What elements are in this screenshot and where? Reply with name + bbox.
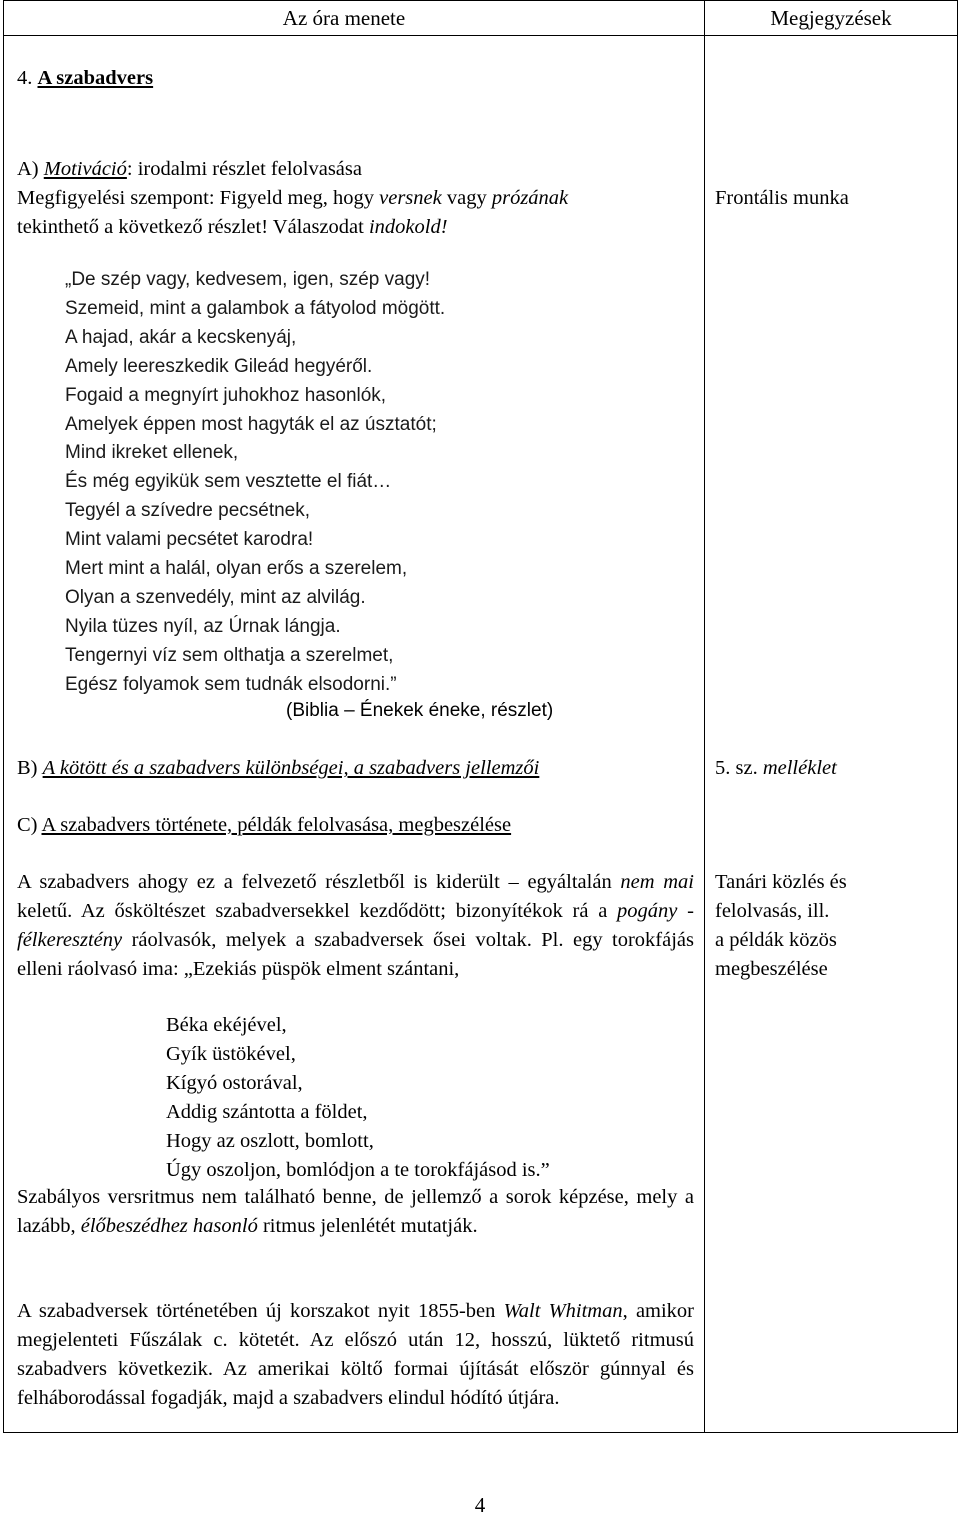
motivation-label: Motiváció: [43, 158, 127, 180]
part-a-line3: [17, 213, 448, 242]
note-teacher-line: Tanári közlés és: [715, 871, 847, 893]
poem-line: És még egyikük sem vesztette el fiát…: [65, 471, 392, 493]
page-number: 4: [474, 1493, 486, 1517]
note-frontal: Frontális munka: [715, 187, 849, 209]
poem-line: A hajad, akár a kecskenyáj,: [65, 326, 297, 348]
note-teacher-line: a példák közös: [715, 929, 837, 951]
word-vagy: vagy: [441, 187, 492, 209]
para2-elobeszed: élőbeszédhez hasonló: [80, 1215, 258, 1237]
poem-line: Olyan a szenvedély, mint az alvilág.: [65, 586, 366, 608]
part-c-heading: [17, 811, 511, 840]
header-left-cell: [4, 1, 705, 36]
para1-pogany: pogány - félkeresztény: [17, 900, 694, 951]
header-right-cell: [705, 1, 958, 36]
poem-line: Mind ikreket ellenek,: [65, 442, 239, 464]
section-title: [17, 64, 153, 93]
part-c-prefix: C): [17, 814, 42, 836]
word-versnek: versnek: [379, 187, 442, 209]
task-text: tekinthető a következő részlet! Válaszodat: [17, 216, 369, 238]
paragraph-rhythm: [17, 1183, 694, 1241]
part-b-heading: [17, 754, 539, 783]
lesson-flow-cell: [4, 36, 705, 1433]
poem-line: „De szép vagy, kedvesem, igen, szép vagy!: [65, 269, 431, 290]
para2-text1: Szabályos versritmus nem található benne, de jellemző a sorok képzése, mely a lazább,: [17, 1186, 694, 1237]
note-teacher-line: megbeszélése: [715, 958, 828, 980]
part-b-prefix: B): [17, 757, 43, 779]
paragraph-whitman: [17, 1297, 694, 1413]
poem-source: (Biblia – Énekek éneke, részlet): [286, 700, 554, 721]
part-a-prefix: A): [17, 158, 39, 180]
poem-line: Fogaid a megnyírt juhokhoz hasonlók,: [65, 384, 387, 406]
section-title-text: A szabadvers: [37, 67, 154, 89]
incantation-line: Gyík üstökével,: [166, 1043, 296, 1065]
incantation-line: Hogy az oszlott, bomlott,: [166, 1130, 374, 1152]
para3-text2: , amikor megjelenteti Fűszálak c. kötetét. Az előszó után 12, hosszú, lüktető ritmusú szabadvers következik. Az amerikai költő formai újítását először gúnnyal és felháborodással fogadják, majd a szabadvers elindul hódító útjára.: [17, 1300, 695, 1409]
word-prozanak: prózának: [491, 187, 569, 209]
poem-line: Tengernyi víz sem olthatja a szerelmet,: [65, 644, 394, 666]
part-b-title: A kötött és a szabadvers különbségei, a szabadvers jellemzői: [42, 757, 540, 779]
note-teacher: [715, 868, 847, 984]
para1-text1: A szabadvers ahogy ez a felvezető részletből is kiderült – egyáltalán: [17, 871, 621, 893]
header-lesson-flow: Az óra menete: [282, 6, 406, 30]
incantation-line: Béka ekéjével,: [166, 1014, 287, 1036]
poem-line: Szemeid, mint a galambok a fátyolod mögött.: [65, 297, 446, 319]
poem-line: Amely leereszkedik Gileád hegyéről.: [65, 355, 373, 377]
incantation-line: Kígyó ostorával,: [166, 1072, 303, 1094]
poem-line: Amelyek éppen most hagyták el az úsztatót;: [65, 413, 437, 435]
paragraph-origins: [17, 868, 694, 984]
lesson-plan-table: [3, 0, 958, 1433]
para3-walt-whitman: Walt Whitman: [503, 1300, 623, 1322]
poem-excerpt: [65, 266, 445, 700]
para1-nem-mai: nem mai: [620, 871, 695, 893]
word-indokold: indokold!: [368, 216, 448, 238]
note-appendix-label: melléklet: [757, 757, 837, 779]
note-appendix: [715, 754, 837, 783]
part-c-title: A szabadvers története, példák felolvasása, megbeszélése: [41, 814, 512, 836]
poem-line: Egész folyamok sem tudnák elsodorni.”: [65, 673, 397, 695]
para1-text2: keletű. Az ősköltészet szabadversekkel kezdődött; bizonyítékok rá a: [17, 900, 618, 922]
para2-text2: ritmus jelenlétét mutatják.: [257, 1215, 478, 1237]
incantation-line: Addig szántotta a földet,: [166, 1101, 368, 1123]
para1-text3: ráolvasók, melyek a szabadversek ősei voltak. Pl. egy torokfájás elleni ráolvasó ima: „Ezekiás püspök elment szántani,: [17, 929, 694, 980]
note-teacher-line: felolvasás, ill.: [715, 900, 830, 922]
incantation: [166, 1011, 550, 1185]
para3-text1: A szabadversek történetében új korszakot nyit 1855-ben: [17, 1300, 504, 1322]
observation-text: Megfigyelési szempont: Figyeld meg, hogy: [17, 187, 380, 209]
header-notes: Megjegyzések: [770, 6, 892, 30]
poem-line: Mert mint a halál, olyan erős a szerelem,: [65, 558, 408, 580]
poem-line: Tegyél a szívedre pecsétnek,: [65, 500, 311, 522]
incantation-line: Úgy oszoljon, bomlódjon a te torokfájásod is.”: [166, 1159, 550, 1181]
part-a-line1: [17, 155, 362, 184]
poem-line: Nyila tüzes nyíl, az Úrnak lángja.: [65, 615, 341, 637]
part-a-line2: [17, 184, 568, 213]
section-number: 4.: [17, 67, 33, 89]
note-appendix-number: 5. sz.: [715, 757, 758, 779]
motivation-text: : irodalmi részlet felolvasása: [126, 158, 362, 180]
notes-cell: [705, 36, 958, 1433]
poem-line: Mint valami pecsétet karodra!: [65, 529, 314, 551]
